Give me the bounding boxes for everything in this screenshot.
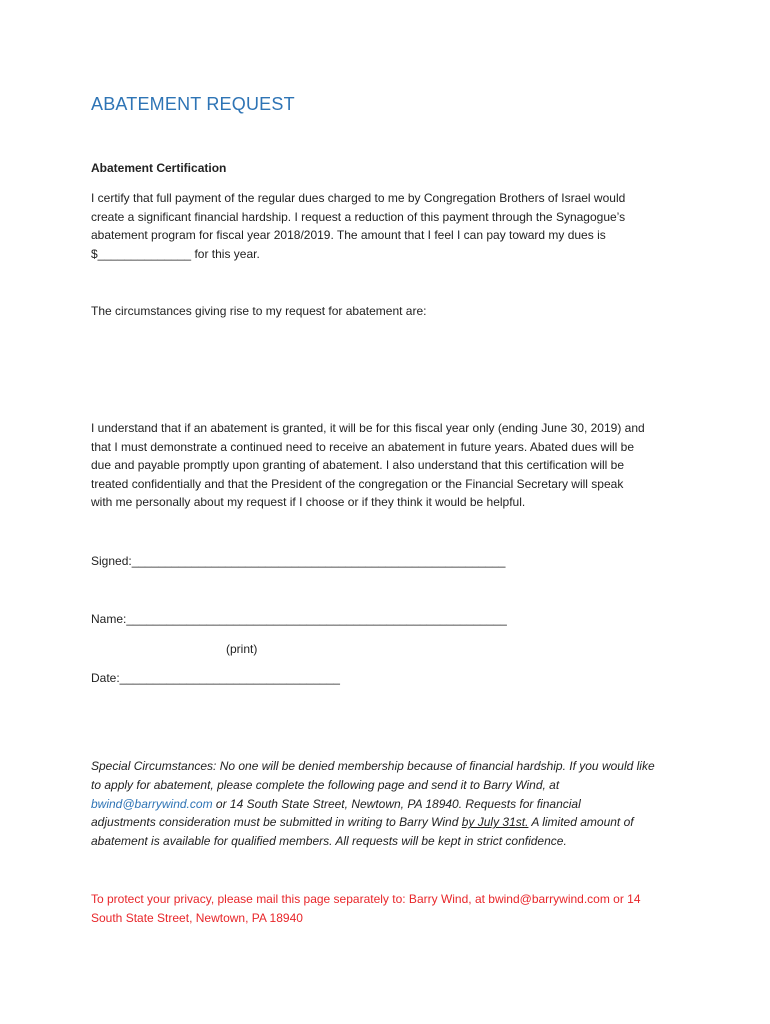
certification-paragraph	[91, 189, 691, 263]
certification-heading: Abatement Certification	[91, 161, 227, 175]
special-line: Special Circumstances: No one will be denied membership because of financial hardship. If you would like	[91, 759, 655, 773]
special-line: abatement is available for qualified members. All requests will be kept in strict confidence.	[91, 834, 567, 849]
document-title: ABATEMENT REQUEST	[91, 94, 295, 114]
understanding-paragraph	[91, 419, 691, 512]
certification-line: I certify that full payment of the regular dues charged to me by Congregation Brothers of Israel would	[91, 191, 626, 205]
understanding-line: due and payable promptly upon granting of abatement. I also understand that this certification will be	[91, 458, 624, 472]
email-link[interactable]: bwind@barrywind.com	[91, 796, 213, 811]
special-line: to apply for abatement, please complete the following page and send it to Barry Wind, at	[91, 777, 560, 792]
privacy-notice	[91, 890, 691, 927]
certification-line: abatement program for fiscal year 2018/2019. The amount that I feel I can pay toward my dues is	[91, 228, 606, 242]
understanding-line: with me personally about my request if I choose or if they think it would be helpful.	[91, 495, 526, 509]
certification-line: create a significant financial hardship. I request a reduction of this payment through the Synagogue’s	[91, 209, 626, 224]
deadline-text: by July 31st.	[461, 815, 529, 830]
date-field: Date:_________________________________	[91, 671, 340, 685]
special-line	[91, 795, 691, 814]
understanding-line: treated confidentially and that the President of the congregation or the Financial Secretary will speak	[91, 476, 624, 491]
name-field: Name:_________________________________________________________	[91, 612, 507, 626]
special-line	[91, 813, 691, 832]
special-line-before: adjustments consideration must be submitted in writing to Barry Wind	[91, 815, 462, 830]
certification-line: $______________ for this year.	[91, 246, 260, 261]
understanding-line: I understand that if an abatement is granted, it will be for this fiscal year only (ending June 30, 2019) and	[91, 421, 645, 435]
special-circumstances	[91, 757, 691, 851]
print-label: (print)	[226, 642, 258, 656]
special-line-after: A limited amount of	[528, 815, 634, 830]
signed-field: Signed:________________________________________________________	[91, 554, 506, 568]
privacy-line: To protect your privacy, please mail this page separately to: Barry Wind, at bwind@barrywind.com or 14	[91, 892, 641, 906]
circumstances-prompt: The circumstances giving rise to my request for abatement are:	[91, 304, 427, 318]
understanding-line: that I must demonstrate a continued need to receive an abatement in future years. Abated dues will be	[91, 439, 634, 454]
privacy-line: South State Street, Newtown, PA 18940	[91, 910, 303, 925]
special-line-rest: or 14 South State Street, Newtown, PA 18940. Requests for financial	[212, 796, 581, 811]
